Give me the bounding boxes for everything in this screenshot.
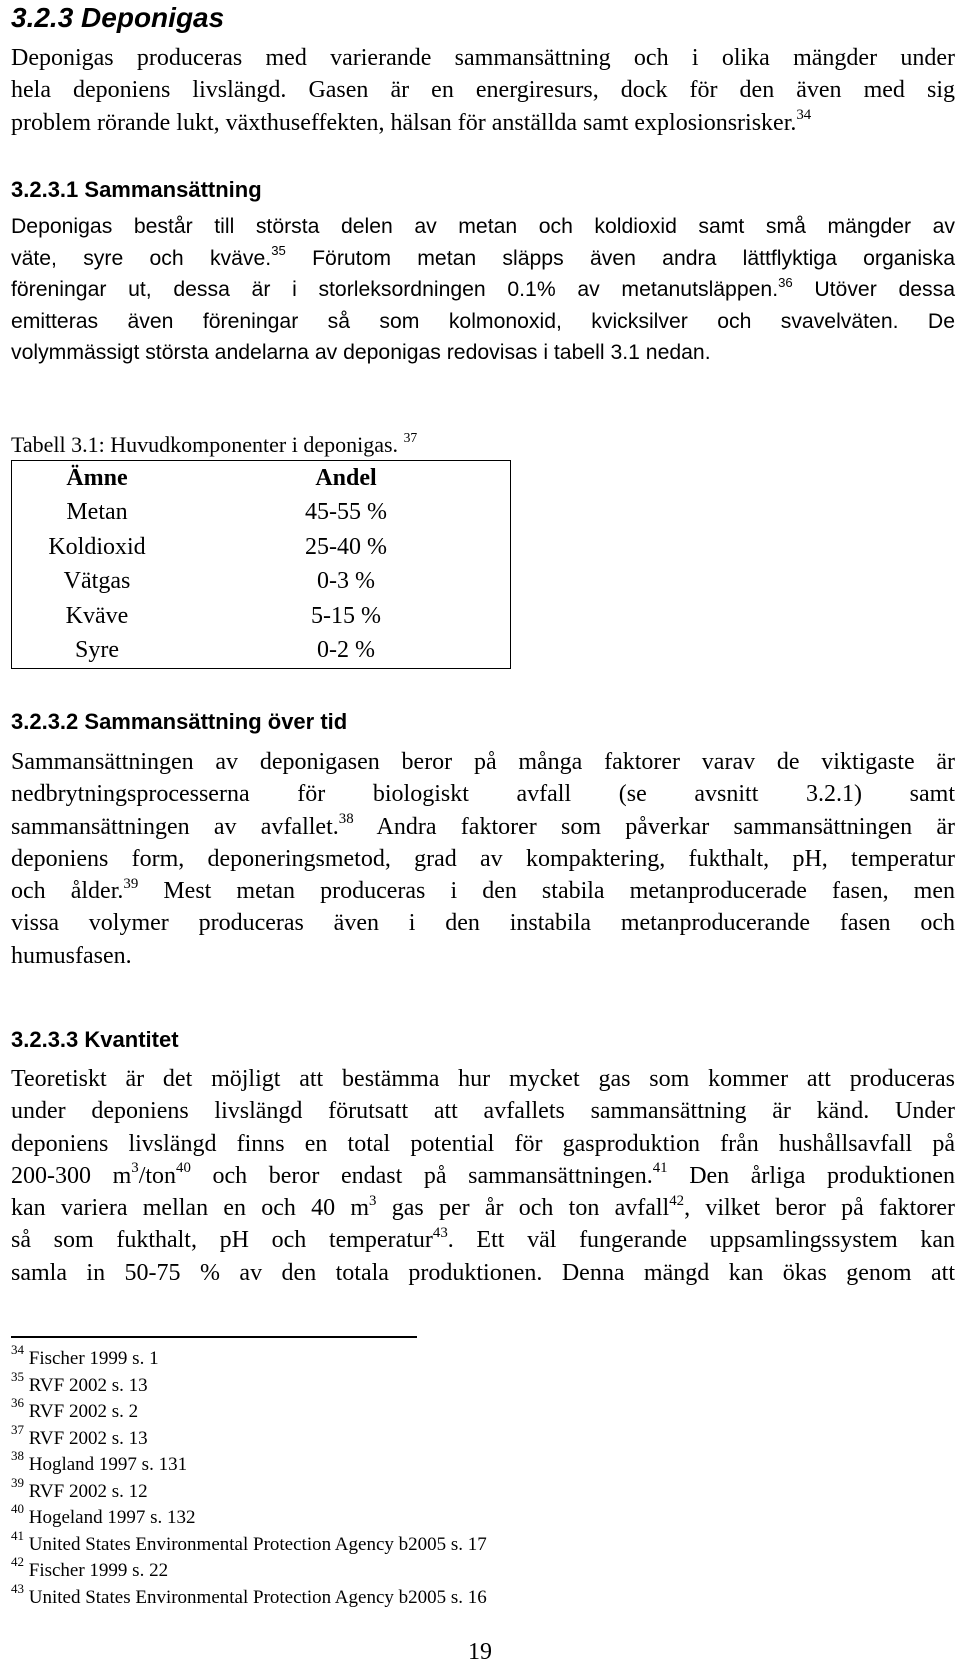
text-line: nedbrytningsprocesserna för biologiskt avfall (se avsnitt 3.2.1) samt — [11, 781, 955, 808]
composition-table — [11, 460, 511, 669]
caption-text: Tabell 3.1: Huvudkomponenter i deponigas. — [11, 432, 399, 457]
text-line — [11, 274, 955, 306]
text-span: . Ett väl fungerande uppsamlingssystem kan — [447, 1227, 955, 1254]
table-header: Andel — [315, 464, 377, 491]
subsection-heading: 3.2.3.1 Sammansättning — [11, 177, 262, 202]
footnote-number: 43 — [11, 1580, 24, 1596]
table-cell: Koldioxid — [48, 533, 146, 560]
footnote-text: United States Environmental Protection Agency b2005 s. 17 — [28, 1533, 487, 1555]
text-span: sammansättningen av avfallet. — [11, 813, 339, 840]
section-heading: 3.2.3 Deponigas — [11, 2, 225, 33]
text-span: Förutom metan släpps även andra lättflyktiga organiska — [285, 246, 955, 270]
superscript: 3 — [131, 1160, 139, 1177]
text-span: och ålder. — [11, 878, 124, 905]
footnote — [11, 1395, 487, 1426]
footnote — [11, 1474, 487, 1506]
intro-paragraph — [11, 42, 955, 139]
table-row — [12, 496, 511, 531]
footnote — [11, 1527, 487, 1559]
footnote-number: 41 — [11, 1527, 24, 1543]
text-line: deponiens form, deponeringsmetod, grad av kompaktering, fukthalt, pH, temperatur — [11, 845, 955, 872]
footnote-number: 37 — [11, 1421, 24, 1437]
text-span: problem rörande lukt, växthuseffekten, hälsan för anställda samt explosionsrisker. — [11, 109, 797, 136]
table-cell: 5-15 % — [311, 602, 381, 629]
footnote — [11, 1421, 487, 1453]
text-line: under deponiens livslängd förutsatt att avfallets sammansättning är känd. Under — [11, 1098, 955, 1125]
footnote-text: RVF 2002 s. 2 — [28, 1401, 139, 1422]
footnote — [11, 1368, 487, 1400]
footnote-number: 38 — [11, 1448, 24, 1464]
text-line: Deponigas består till största delen av metan och koldioxid samt små mängder av — [11, 215, 955, 238]
footnote — [11, 1501, 487, 1532]
table-cell: Kväve — [65, 602, 129, 629]
footnote-ref: 43 — [432, 1225, 448, 1241]
footnote-divider — [11, 1336, 417, 1338]
text-span: , vilket beror på faktorer — [684, 1195, 955, 1222]
text-span: /ton — [138, 1162, 177, 1189]
footnote-text: Fischer 1999 s. 22 — [28, 1560, 169, 1581]
table-row — [12, 530, 511, 565]
page-number: 19 — [468, 1639, 492, 1665]
text-span: så som fukthalt, pH och temperatur — [11, 1227, 433, 1254]
footnote-number: 35 — [11, 1368, 24, 1384]
superscript: 3 — [369, 1192, 377, 1209]
text-line — [11, 1224, 955, 1256]
footnote-text: Hogland 1997 s. 131 — [28, 1454, 188, 1475]
subsection-heading: 3.2.3.3 Kvantitet — [11, 1027, 179, 1052]
text-line — [11, 107, 955, 139]
footnote-ref: 34 — [796, 107, 812, 124]
table-row — [12, 634, 511, 669]
text-span: 200-300 m — [11, 1162, 132, 1189]
footnote-text: Fischer 1999 s. 1 — [28, 1348, 159, 1369]
footnote-ref: 35 — [271, 243, 286, 259]
footnote-text: RVF 2002 s. 13 — [28, 1427, 148, 1449]
text-line: deponiens livslängd finns en total potential för gasproduktion från hushållsavfall på — [11, 1130, 955, 1157]
text-line: hela deponiens livslängd. Gasen är en energiresurs, dock för den även med sig — [11, 77, 955, 104]
text-line — [11, 1192, 955, 1224]
footnote-number: 40 — [11, 1501, 24, 1517]
footnote-number: 39 — [11, 1474, 24, 1490]
table-cell: 25-40 % — [305, 533, 387, 560]
footnote-text: Hogeland 1997 s. 132 — [28, 1507, 196, 1528]
text-span: väte, syre och kväve. — [11, 246, 272, 270]
table-cell: 0-2 % — [317, 637, 375, 664]
subsection-heading: 3.2.3.2 Sammansättning över tid — [11, 709, 348, 734]
footnote-ref: 41 — [652, 1160, 668, 1177]
text-line: humusfasen. — [11, 942, 132, 969]
table-cell: 45-55 % — [305, 499, 387, 526]
footnote-text: RVF 2002 s. 12 — [28, 1480, 148, 1502]
text-span: föreningar ut, dessa är i storleksordningen 0.1% av metanutsläppen. — [11, 278, 779, 301]
text-line: Sammansättningen av deponigasen beror på många faktorer varav de viktigaste är — [11, 749, 955, 775]
text-span: gas per år och ton avfall — [376, 1195, 670, 1222]
text-line: emitteras även föreningar så som kolmonoxid, kvicksilver och svavelväten. De — [11, 309, 955, 333]
footnote-number: 42 — [11, 1554, 24, 1570]
table-cell: Syre — [75, 637, 119, 664]
table-header-row — [12, 461, 511, 496]
table-header: Ämne — [66, 464, 128, 491]
footnote-text: United States Environmental Protection Agency b2005 s. 16 — [28, 1586, 487, 1608]
text-span: och beror endast på sammansättningen. — [190, 1162, 653, 1189]
table-caption — [11, 432, 417, 458]
text-span: Mest metan produceras i den stabila metanproducerade fasen, men — [138, 878, 955, 905]
text-line: samla in 50-75 % av den totala produktionen. Denna mängd kan ökas genom att — [11, 1259, 955, 1286]
table-row — [12, 565, 511, 600]
table-cell: 0-3 % — [317, 568, 375, 595]
quantity-paragraph — [11, 1063, 955, 1289]
text-line — [11, 1160, 955, 1192]
footnote — [11, 1580, 487, 1612]
footnotes — [11, 1342, 487, 1611]
footnote — [11, 1448, 487, 1479]
table-row — [12, 599, 511, 634]
text-span: kan variera mellan en och 40 m — [11, 1195, 370, 1222]
footnote-ref: 42 — [669, 1192, 685, 1209]
table-cell: Vätgas — [63, 568, 131, 595]
footnote-ref: 39 — [123, 875, 139, 892]
footnote-ref: 36 — [778, 274, 793, 290]
footnote — [11, 1554, 487, 1585]
table-cell: Metan — [66, 499, 128, 526]
footnote-ref: 40 — [176, 1160, 191, 1177]
footnote — [11, 1342, 487, 1373]
footnote-ref: 38 — [338, 811, 354, 828]
text-line: vissa volymer produceras även i den instabila metanproducerande fasen och — [11, 910, 955, 937]
text-span: Den årliga produktionen — [667, 1162, 955, 1189]
text-line — [11, 243, 955, 275]
text-line: volymmässigt största andelarna av deponigas redovisas i tabell 3.1 nedan. — [11, 341, 711, 364]
time-composition-paragraph — [11, 746, 955, 972]
footnote-number: 36 — [11, 1395, 24, 1411]
composition-paragraph — [11, 211, 955, 369]
text-line — [11, 811, 955, 843]
text-line — [11, 875, 955, 907]
text-span: Andra faktorer som påverkar sammansättningen är — [353, 813, 955, 840]
text-line: Teoretiskt är det möjligt att bestämma hur mycket gas som kommer att produceras — [11, 1066, 955, 1092]
footnote-number: 34 — [11, 1342, 24, 1358]
footnote-ref: 37 — [403, 430, 418, 446]
footnote-text: RVF 2002 s. 13 — [28, 1374, 148, 1396]
text-span: Utöver dessa — [792, 278, 955, 301]
text-line: Deponigas produceras med varierande sammansättning och i olika mängder under — [11, 45, 955, 71]
